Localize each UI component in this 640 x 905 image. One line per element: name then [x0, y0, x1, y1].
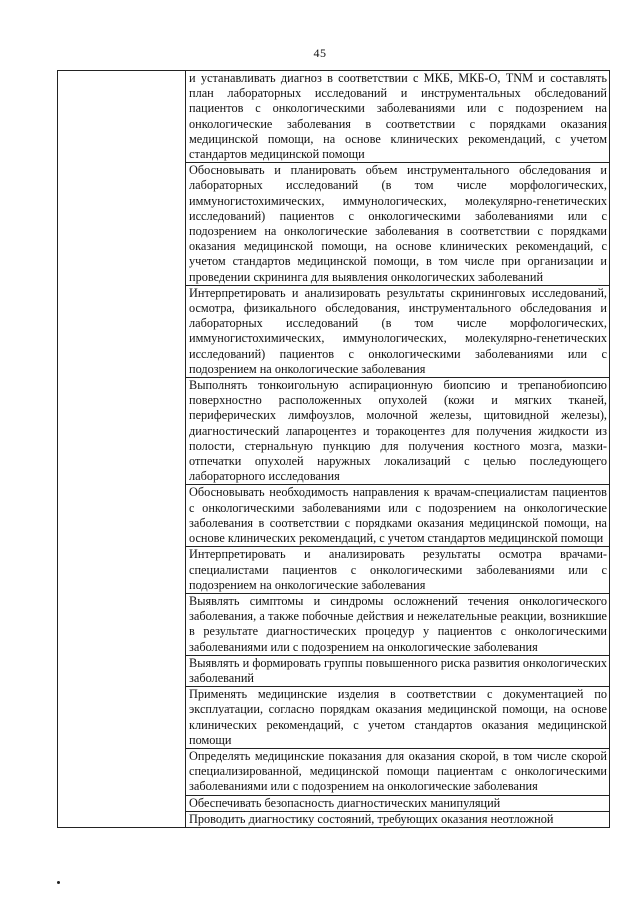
- cell-text: Обеспечивать безопасность диагностических манипуляций: [189, 795, 501, 810]
- table-row: [58, 71, 610, 163]
- table-cell: [186, 655, 610, 686]
- cell-text: и устанавливать диагноз в соответствии с МКБ, МКБ-О, TNM и составлять план лабораторных исследований и инструментальных обследований пациентов с онкологическими заболеваниями или с подозрением на онкологические заболевания в соответствии с порядками оказания медицинской помощи, на основе клинических рекомендаций, с учетом стандартов медицинской помощи: [189, 71, 607, 162]
- table-cell: [186, 687, 610, 749]
- scan-speck: [57, 881, 60, 884]
- cell-text: Проводить диагностику состояний, требующих оказания неотложной: [189, 811, 554, 826]
- table-cell: [186, 71, 610, 163]
- cell-text: Интерпретировать и анализировать результаты скрининговых исследований, осмотра, физикального обследования, инструментального обследования и лабораторных исследований (в том числе морфологических, иммуногистохимических, иммунологических, молекулярно-генетических исследований) пациентов с онкологическими заболеваниями или с подозрением на онкологические заболевания: [189, 285, 607, 376]
- skills-table: [57, 70, 610, 828]
- table-cell: [186, 593, 610, 655]
- label-column-cell: [58, 71, 186, 828]
- table-cell: [186, 285, 610, 377]
- table-cell: [186, 811, 610, 827]
- page-number: 45: [313, 46, 327, 60]
- cell-text: Применять медицинские изделия в соответствии с документацией по эксплуатации, согласно порядкам оказания медицинской помощи, на основе клинических рекомендаций, с учетом стандартов оказания медицинской помощи: [189, 687, 607, 747]
- table-cell: [186, 485, 610, 547]
- table-cell: [186, 795, 610, 811]
- table-cell: [186, 163, 610, 286]
- cell-text: Обосновывать и планировать объем инструментального обследования и лабораторных исследований (в том числе морфологических, иммуногистохимических, иммунологических, молекулярно-генетических исследований) пациентов с онкологическими заболеваниями или с подозрением на онкологические заболевания в соответствии с порядками оказания медицинской помощи, на основе клинических рекомендаций, с учетом стандартов медицинской помощи, в том числе при организации и проведении скрининга для выявления онкологических заболеваний: [189, 163, 607, 284]
- cell-text: Интерпретировать и анализировать результаты осмотра врачами-специалистами пациентов с онкологическими заболеваниями или с подозрением на онкологические заболевания: [189, 547, 607, 592]
- cell-text: Выявлять и формировать группы повышенного риска развития онкологических заболеваний: [189, 655, 607, 685]
- table-cell: [186, 547, 610, 594]
- table-cell: [186, 748, 610, 795]
- cell-text: Определять медицинские показания для оказания скорой, в том числе скорой специализированной, медицинской помощи пациентам с онкологическими заболеваниями или с подозрением на онкологические заболевания: [189, 748, 607, 794]
- cell-text: Выявлять симптомы и синдромы осложнений течения онкологического заболевания, а также побочные действия и нежелательные реакции, возникшие в результате диагностических процедур у пациентов с онкологическими заболеваниями или с подозрением на онкологические заболевания: [189, 593, 607, 654]
- table-cell: [186, 378, 610, 485]
- cell-text: Обосновывать необходимость направления к врачам-специалистам пациентов с онкологическими заболеваниями или с подозрением на онкологические заболевания в соответствии с порядками оказания медицинской помощи, на основе клинических рекомендаций, с учетом стандартов медицинской помощи: [189, 485, 607, 546]
- cell-text: Выполнять тонкоигольную аспирационную биопсию и трепанобиопсию поверхностно расположенных опухолей (кожи и мягких тканей, периферических лимфоузлов, молочной железы, щитовидной железы), диагностический лапароцентез и торакоцентез для получения жидкости из полости, стернальную пункцию для получения костного мозга, мазки-отпечатки опухолей наружных локализаций с целью последующего лабораторного исследования: [189, 378, 607, 484]
